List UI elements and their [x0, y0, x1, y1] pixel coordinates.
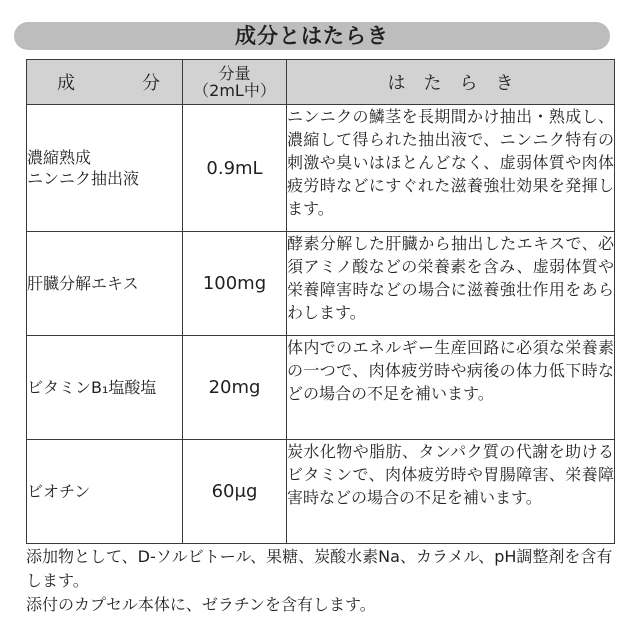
- ingredient-amount: 60μg: [183, 440, 287, 544]
- ingredient-amount: 20mg: [183, 336, 287, 440]
- footer-notes: [26, 545, 616, 617]
- additives-note: 添加物として、D-ソルビトール、果糖、炭酸水素Na、カラメル、pH調整剤を含有します。: [26, 547, 613, 590]
- header-ingredient: 成 分: [27, 60, 183, 105]
- ingredient-name: 肝臓分解エキス: [27, 232, 183, 336]
- ingredient-name: ビオチン: [27, 440, 183, 544]
- ingredient-amount: 100mg: [183, 232, 287, 336]
- section-title: 成分とはたらき: [235, 24, 389, 48]
- ingredients-table: [26, 59, 615, 544]
- header-function: はたらき: [287, 60, 615, 105]
- table-row: [27, 232, 615, 336]
- header-amount: 分量 （2mL中）: [183, 60, 287, 105]
- ingredient-name: 濃縮熟成 ニンニク抽出液: [27, 105, 183, 232]
- ingredient-function: 炭水化物や脂肪、タンパク質の代謝を助けるビタミンで、肉体疲労時や胃腸障害、栄養障害時などの場合の不足を補います。: [287, 440, 615, 544]
- table-header-row: [27, 60, 615, 105]
- ingredient-amount: 0.9mL: [183, 105, 287, 232]
- table-row: [27, 336, 615, 440]
- ingredient-name: ビタミンB₁塩酸塩: [27, 336, 183, 440]
- ingredient-function: ニンニクの鱗茎を長期間かけ抽出・熟成し、濃縮して得られた抽出液で、ニンニク特有の刺激や臭いはほとんどなく、虚弱体質や肉体疲労時などにすぐれた滋養強壮効果を発揮します。: [287, 105, 615, 232]
- section-title-bar: [14, 22, 610, 50]
- ingredient-function: 体内でのエネルギー生産回路に必須な栄養素の一つで、肉体疲労時や病後の体力低下時などの場合の不足を補います。: [287, 336, 615, 440]
- ingredient-function: 酵素分解した肝臓から抽出したエキスで、必須アミノ酸などの栄養素を含み、虚弱体質や栄養障害時などの場合に滋養強壮作用をあらわします。: [287, 232, 615, 336]
- capsule-note: 添付のカプセル本体に、ゼラチンを含有します。: [26, 595, 376, 614]
- table-row: [27, 105, 615, 232]
- table-row: [27, 440, 615, 544]
